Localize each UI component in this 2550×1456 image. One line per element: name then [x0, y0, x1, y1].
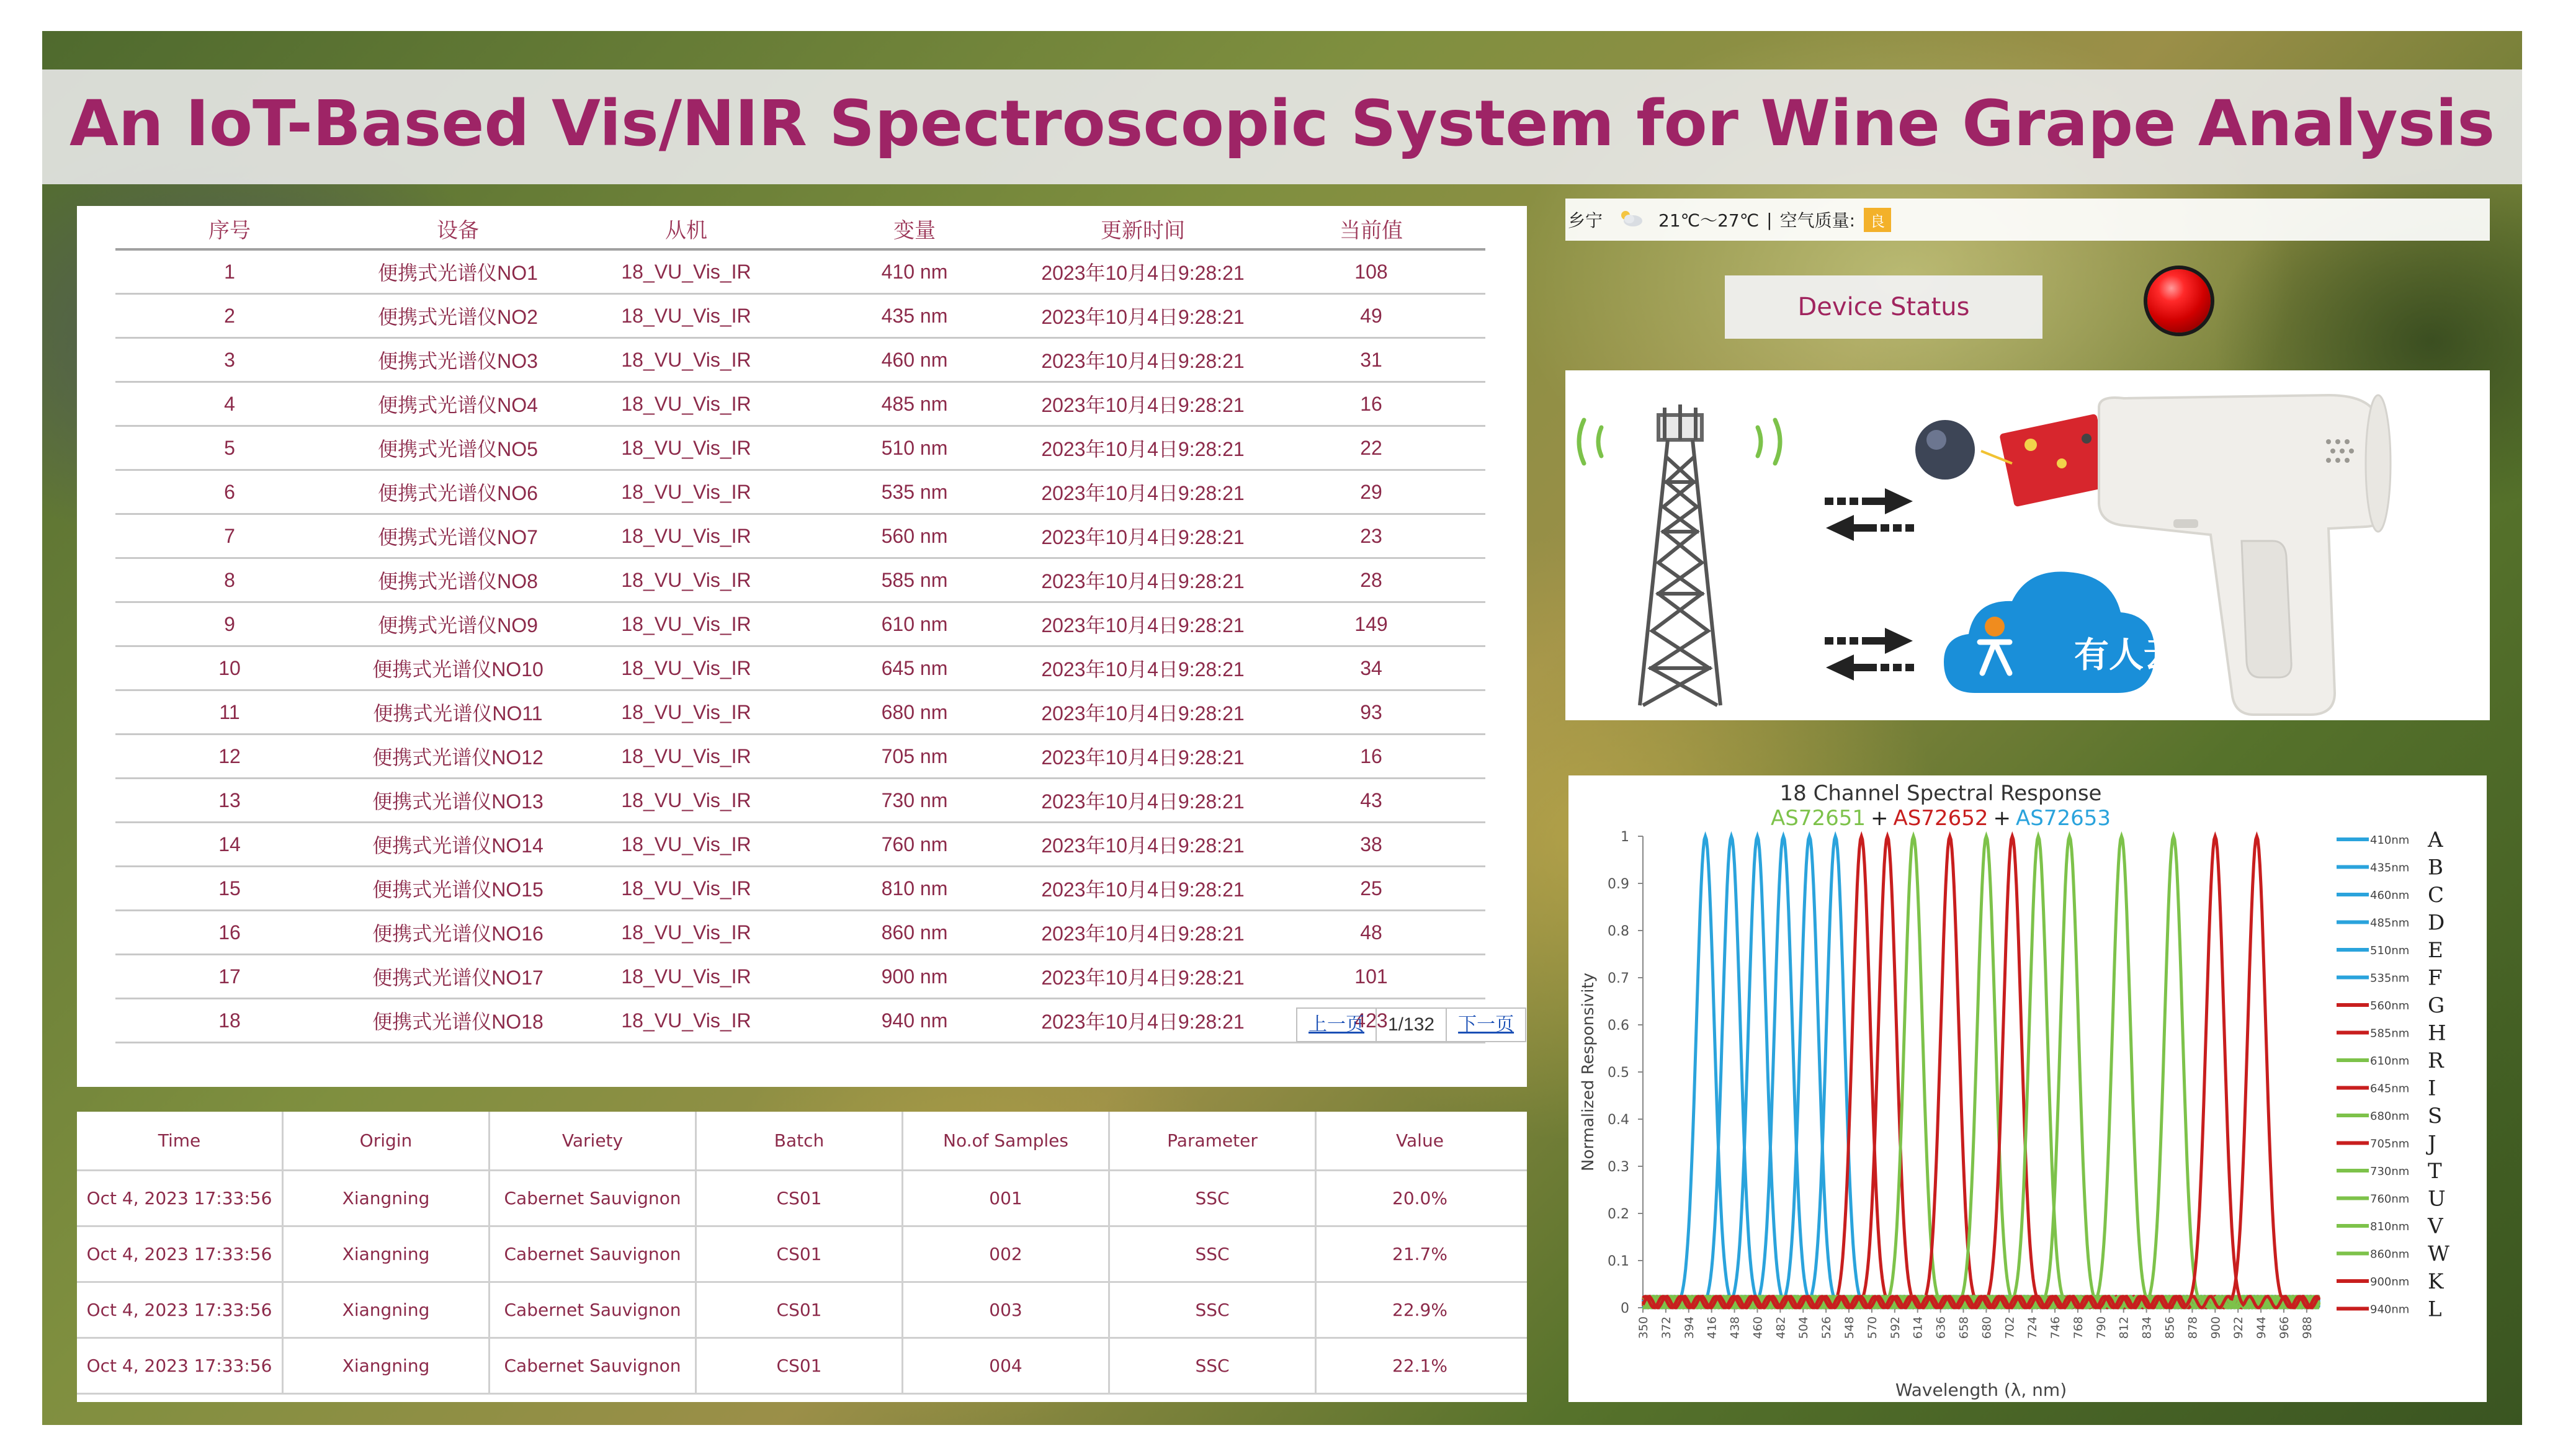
legend-letter: C	[2428, 883, 2445, 908]
device-readings-panel	[77, 206, 1527, 1087]
x-tick-label: 350	[1637, 1316, 1650, 1339]
sample-cell: CS01	[697, 1227, 903, 1281]
cell-value: 29	[1360, 480, 1382, 503]
sample-cell: SSC	[1110, 1339, 1317, 1393]
legend-label: 680nm	[2370, 1110, 2410, 1123]
cell-index: 11	[219, 700, 240, 723]
cell-updated: 2023年10月4日9:28:21	[1041, 702, 1245, 725]
x-tick-label: 988	[2300, 1316, 2314, 1339]
sample-row[interactable]	[77, 1227, 1527, 1283]
cell-value: 149	[1354, 612, 1388, 635]
cell-updated: 2023年10月4日9:28:21	[1041, 394, 1245, 416]
spectral-response-chart	[1568, 775, 2487, 1402]
table-row[interactable]	[115, 295, 1485, 339]
sample-header-cell[interactable]: No.of Samples	[903, 1112, 1110, 1169]
cell-device: 便携式光谱仪NO18	[372, 1011, 544, 1033]
cell-device: 便携式光谱仪NO6	[378, 482, 538, 504]
cell-slave: 18_VU_Vis_IR	[621, 568, 751, 591]
y-tick-label: 0.3	[1608, 1159, 1629, 1175]
cell-value: 38	[1360, 833, 1382, 855]
sample-header-cell[interactable]: Batch	[697, 1112, 903, 1169]
legend-letter: D	[2428, 910, 2445, 936]
cell-device: 便携式光谱仪NO17	[372, 967, 544, 989]
table-row[interactable]	[115, 691, 1485, 735]
sample-cell: Cabernet Sauvignon	[490, 1283, 697, 1337]
sample-cell: SSC	[1110, 1227, 1317, 1281]
cell-updated: 2023年10月4日9:28:21	[1041, 834, 1245, 857]
cell-updated: 2023年10月4日9:28:21	[1041, 658, 1245, 681]
cell-updated: 2023年10月4日9:28:21	[1041, 922, 1245, 945]
sample-cell: 002	[903, 1227, 1110, 1281]
cell-value: 16	[1360, 392, 1382, 415]
cell-variable: 680 nm	[881, 700, 948, 723]
cell-index: 4	[224, 392, 235, 415]
cell-device: 便携式光谱仪NO15	[372, 878, 544, 901]
sample-header-cell[interactable]: Time	[77, 1112, 284, 1169]
legend-letter: I	[2428, 1076, 2436, 1101]
legend-letter: T	[2428, 1159, 2442, 1184]
x-tick-label: 944	[2255, 1316, 2269, 1339]
legend-label: 560nm	[2370, 999, 2410, 1012]
cell-index: 3	[224, 348, 235, 371]
cell-slave: 18_VU_Vis_IR	[621, 348, 751, 371]
cell-slave: 18_VU_Vis_IR	[621, 392, 751, 415]
sample-row[interactable]	[77, 1171, 1527, 1227]
cell-index: 6	[224, 480, 235, 503]
sample-cell: SSC	[1110, 1283, 1317, 1337]
cell-updated: 2023年10月4日9:28:21	[1041, 967, 1245, 989]
x-tick-label: 438	[1728, 1316, 1742, 1339]
cell-value: 25	[1360, 877, 1382, 900]
cell-index: 8	[224, 568, 235, 591]
x-tick-label: 746	[2049, 1316, 2063, 1339]
cell-variable: 810 nm	[881, 877, 948, 900]
legend-letter: J	[2428, 1131, 2436, 1156]
sync-arrows-icon	[1825, 628, 1914, 681]
cell-slave: 18_VU_Vis_IR	[621, 656, 751, 679]
table-row[interactable]	[115, 955, 1485, 999]
x-axis-label: Wavelength (λ, nm)	[1895, 1380, 2067, 1400]
legend-label: 645nm	[2370, 1082, 2410, 1096]
sample-cell: Xiangning	[284, 1227, 490, 1281]
x-tick-label: 878	[2186, 1316, 2200, 1339]
header-col-updated[interactable]: 更新时间	[1101, 218, 1185, 243]
y-tick-label: 0.7	[1608, 971, 1629, 986]
sample-header-cell[interactable]: Value	[1396, 1130, 1444, 1151]
x-tick-label: 394	[1682, 1316, 1696, 1339]
cell-device: 便携式光谱仪NO16	[372, 922, 544, 945]
y-tick-label: 0.2	[1608, 1207, 1629, 1222]
x-tick-label: 680	[1980, 1316, 1994, 1339]
x-tick-label: 702	[2003, 1316, 2017, 1339]
sample-cell: CS01	[697, 1339, 903, 1393]
legend-label: 410nm	[2370, 834, 2410, 847]
cloud-label: 有人云	[2074, 635, 2178, 676]
sample-cell: SSC	[1110, 1171, 1317, 1225]
legend-label: 810nm	[2370, 1220, 2410, 1233]
legend-letter: G	[2428, 993, 2445, 1018]
x-tick-label: 834	[2140, 1316, 2154, 1339]
sample-cell: Cabernet Sauvignon	[490, 1339, 697, 1393]
cell-index: 12	[218, 744, 241, 767]
cell-index: 16	[218, 921, 241, 944]
sample-header-cell[interactable]: Parameter	[1110, 1112, 1317, 1169]
cell-slave: 18_VU_Vis_IR	[621, 833, 751, 855]
sensor-module-icon	[1915, 414, 2112, 507]
table-row[interactable]	[115, 383, 1485, 427]
cell-variable: 485 nm	[881, 392, 948, 415]
x-tick-label: 614	[1911, 1316, 1925, 1339]
x-tick-label: 548	[1843, 1316, 1857, 1339]
sample-cell: Xiangning	[284, 1339, 490, 1393]
x-tick-label: 482	[1774, 1316, 1788, 1339]
legend-letter: V	[2428, 1214, 2443, 1239]
cell-device: 便携式光谱仪NO11	[373, 702, 543, 725]
y-tick-label: 0	[1621, 1301, 1629, 1316]
y-tick-label: 0.6	[1608, 1018, 1629, 1034]
cell-slave: 18_VU_Vis_IR	[621, 524, 751, 547]
sample-cell: CS01	[697, 1283, 903, 1337]
cell-variable: 410 nm	[881, 260, 948, 283]
legend-letter: R	[2428, 1048, 2444, 1073]
status-led-icon	[2147, 269, 2211, 333]
cell-updated: 2023年10月4日9:28:21	[1041, 262, 1245, 284]
cell-value: 16	[1360, 744, 1382, 767]
cell-value: 23	[1360, 524, 1382, 547]
air-quality-label: 空气质量:	[1779, 210, 1856, 231]
series-line-680nm	[1643, 836, 2319, 1308]
legend-label: 485nm	[2370, 916, 2410, 930]
cell-device: 便携式光谱仪NO4	[378, 394, 538, 416]
legend-label: 435nm	[2370, 861, 2410, 875]
cell-variable: 900 nm	[881, 965, 948, 988]
sample-table-header	[77, 1112, 1527, 1171]
cell-slave: 18_VU_Vis_IR	[621, 304, 751, 327]
signal-right-icon	[1758, 420, 1780, 463]
sample-header-cell[interactable]: Origin	[284, 1112, 490, 1169]
sample-cell: Oct 4, 2023 17:33:56	[77, 1171, 284, 1225]
legend-letter: K	[2428, 1269, 2444, 1294]
device-readings-table	[115, 208, 1485, 1043]
cell-value: 49	[1360, 304, 1382, 327]
legend-letter: W	[2428, 1241, 2449, 1267]
sync-arrows-icon	[1825, 488, 1914, 541]
x-tick-label: 724	[2026, 1316, 2040, 1339]
cell-slave: 18_VU_Vis_IR	[621, 480, 751, 503]
cell-device: 便携式光谱仪NO5	[378, 438, 538, 460]
table-row[interactable]	[115, 735, 1485, 779]
cell-variable: 585 nm	[881, 568, 948, 591]
table-row[interactable]	[115, 515, 1485, 559]
x-tick-label: 966	[2277, 1316, 2291, 1339]
sample-cell: 001	[903, 1171, 1110, 1225]
cell-updated: 2023年10月4日9:28:21	[1041, 350, 1245, 372]
cell-index: 9	[224, 612, 235, 635]
legend-label: 585nm	[2370, 1027, 2410, 1040]
cell-slave: 18_VU_Vis_IR	[621, 877, 751, 900]
y-tick-label: 0.8	[1608, 924, 1629, 939]
cell-index: 1	[224, 260, 235, 283]
table-header	[115, 208, 1485, 251]
cell-device: 便携式光谱仪NO3	[378, 350, 538, 372]
cell-slave: 18_VU_Vis_IR	[621, 744, 751, 767]
cell-variable: 760 nm	[881, 833, 948, 855]
sample-cell: 22.1%	[1392, 1356, 1447, 1376]
x-tick-label: 526	[1820, 1316, 1834, 1339]
legend-letter: L	[2428, 1297, 2442, 1322]
weather-location: 乡宁	[1568, 210, 1603, 231]
x-tick-label: 790	[2094, 1316, 2108, 1339]
table-row[interactable]	[115, 603, 1485, 647]
table-row[interactable]	[115, 999, 1485, 1043]
cell-value: 48	[1360, 921, 1382, 944]
y-tick-label: 0.5	[1608, 1065, 1629, 1081]
cell-value: 34	[1360, 656, 1382, 679]
cell-updated: 2023年10月4日9:28:21	[1041, 790, 1245, 813]
table-row[interactable]	[115, 823, 1485, 867]
x-tick-label: 658	[1957, 1316, 1971, 1339]
y-tick-label: 0.4	[1608, 1112, 1629, 1128]
page-title: An IoT-Based Vis/NIR Spectroscopic System for Wine Grape Analysis	[69, 87, 2495, 161]
cell-index: 15	[218, 877, 241, 900]
weather-separator: |	[1766, 209, 1773, 230]
chart-subtitle: AS72651 + AS72652 + AS72653	[1771, 806, 2111, 831]
cell-index: 18	[218, 1009, 241, 1032]
cell-slave: 18_VU_Vis_IR	[621, 436, 751, 459]
cell-device: 便携式光谱仪NO9	[378, 614, 538, 636]
x-tick-label: 922	[2232, 1316, 2246, 1339]
table-row[interactable]	[115, 251, 1485, 295]
x-tick-label: 416	[1705, 1316, 1719, 1339]
y-tick-label: 1	[1621, 829, 1629, 845]
x-tick-label: 460	[1751, 1316, 1765, 1339]
sample-cell: Xiangning	[284, 1283, 490, 1337]
x-tick-label: 812	[2117, 1316, 2131, 1339]
cell-value: 22	[1360, 436, 1382, 459]
legend-letter: F	[2428, 965, 2443, 991]
table-row[interactable]	[115, 427, 1485, 471]
chart-title: 18 Channel Spectral Response	[1779, 781, 2102, 806]
sample-cell: 20.0%	[1392, 1188, 1447, 1208]
cell-slave: 18_VU_Vis_IR	[621, 965, 751, 988]
sample-cell: 004	[903, 1339, 1110, 1393]
header-col-slave[interactable]: 从机	[665, 218, 707, 243]
cell-device: 便携式光谱仪NO13	[372, 790, 544, 813]
x-tick-label: 768	[2071, 1316, 2085, 1339]
sample-header-cell[interactable]: Variety	[490, 1112, 697, 1169]
cell-slave: 18_VU_Vis_IR	[621, 612, 751, 635]
legend-label: 760nm	[2370, 1192, 2410, 1206]
cloud-sun-icon	[1616, 207, 1645, 233]
cell-device: 便携式光谱仪NO7	[378, 526, 538, 548]
sample-cell: Oct 4, 2023 17:33:56	[77, 1283, 284, 1337]
weather-bar	[1565, 199, 2490, 241]
chart-svg	[1568, 775, 2487, 1402]
cell-variable: 730 nm	[881, 788, 948, 811]
y-axis-label: Normalized Responsivity	[1579, 973, 1598, 1171]
cell-index: 7	[224, 524, 235, 547]
cell-device: 便携式光谱仪NO8	[378, 570, 538, 592]
cell-value: 108	[1354, 260, 1388, 283]
table-row[interactable]	[115, 867, 1485, 911]
cell-variable: 705 nm	[881, 744, 948, 767]
cell-index: 5	[224, 436, 235, 459]
table-row[interactable]	[115, 339, 1485, 383]
cell-value: 31	[1360, 348, 1382, 371]
sample-cell: 22.9%	[1392, 1300, 1447, 1320]
y-tick-label: 0.9	[1608, 877, 1629, 892]
sample-cell: CS01	[697, 1171, 903, 1225]
cell-value: 28	[1360, 568, 1382, 591]
page-indicator: 1/132	[1377, 1009, 1447, 1041]
system-diagram	[1565, 370, 2490, 720]
cell-tower-icon	[1640, 404, 1720, 705]
legend-label: 610nm	[2370, 1055, 2410, 1068]
sample-row[interactable]	[77, 1339, 1527, 1395]
legend-label: 900nm	[2370, 1275, 2410, 1289]
x-tick-label: 504	[1797, 1316, 1811, 1339]
cell-updated: 2023年10月4日9:28:21	[1041, 1011, 1245, 1033]
weather-temp: 21℃～27℃	[1658, 210, 1760, 231]
table-row[interactable]	[115, 779, 1485, 823]
cell-device: 便携式光谱仪NO2	[378, 306, 538, 328]
legend-label: 510nm	[2370, 944, 2410, 957]
header-col-variable[interactable]: 变量	[893, 218, 936, 243]
cell-slave: 18_VU_Vis_IR	[621, 700, 751, 723]
cell-updated: 2023年10月4日9:28:21	[1041, 482, 1245, 504]
legend-letter: A	[2428, 828, 2443, 852]
cell-slave: 18_VU_Vis_IR	[621, 260, 751, 283]
cell-variable: 435 nm	[881, 304, 948, 327]
legend-letter: H	[2428, 1021, 2446, 1046]
legend-label: 705nm	[2370, 1137, 2410, 1151]
table-row[interactable]	[115, 559, 1485, 603]
next-page-link[interactable]: 下一页	[1458, 1014, 1514, 1035]
cell-device: 便携式光谱仪NO14	[372, 834, 544, 857]
cell-device: 便携式光谱仪NO12	[372, 746, 544, 769]
sample-cell: 003	[903, 1283, 1110, 1337]
cell-slave: 18_VU_Vis_IR	[621, 788, 751, 811]
x-tick-label: 900	[2209, 1316, 2223, 1339]
cell-variable: 510 nm	[881, 436, 948, 459]
legend-letter: U	[2428, 1186, 2446, 1212]
x-tick-label: 570	[1865, 1316, 1879, 1339]
sample-cell: Xiangning	[284, 1171, 490, 1225]
cell-device: 便携式光谱仪NO1	[378, 262, 538, 284]
cell-variable: 460 nm	[881, 348, 948, 371]
cell-updated: 2023年10月4日9:28:21	[1041, 438, 1245, 460]
sample-results-table	[77, 1112, 1527, 1402]
background-photo	[42, 31, 2522, 1425]
cell-updated: 2023年10月4日9:28:21	[1041, 878, 1245, 901]
x-tick-label: 372	[1659, 1316, 1673, 1339]
table-row[interactable]	[115, 911, 1485, 955]
cell-value: 101	[1354, 965, 1388, 988]
x-tick-label: 636	[1934, 1316, 1948, 1339]
legend-label: 940nm	[2370, 1303, 2410, 1316]
device-status-label[interactable]: Device Status	[1725, 275, 2042, 339]
cell-updated: 2023年10月4日9:28:21	[1041, 526, 1245, 548]
cell-variable: 645 nm	[881, 656, 948, 679]
legend-letter: S	[2428, 1104, 2443, 1128]
cell-value: 93	[1360, 700, 1382, 723]
cell-index: 2	[224, 304, 235, 327]
x-tick-label: 592	[1888, 1316, 1902, 1339]
sample-row[interactable]	[77, 1283, 1527, 1339]
sample-cell: Cabernet Sauvignon	[490, 1227, 697, 1281]
table-row[interactable]	[115, 647, 1485, 691]
header-col-device[interactable]: 设备	[437, 218, 479, 243]
cell-slave: 18_VU_Vis_IR	[621, 921, 751, 944]
cell-device: 便携式光谱仪NO10	[372, 658, 544, 681]
cell-slave: 18_VU_Vis_IR	[621, 1009, 751, 1032]
legend-label: 460nm	[2370, 889, 2410, 902]
cell-value: 43	[1360, 788, 1382, 811]
air-quality-badge: 良	[1864, 208, 1891, 232]
cell-index: 13	[218, 788, 241, 811]
sample-cell: 21.7%	[1392, 1244, 1447, 1264]
legend-letter: E	[2428, 938, 2443, 963]
cell-updated: 2023年10月4日9:28:21	[1041, 570, 1245, 592]
cell-index: 10	[218, 656, 241, 679]
cell-value: 423	[1354, 1009, 1388, 1032]
sample-cell: Oct 4, 2023 17:33:56	[77, 1339, 284, 1393]
legend-label: 535nm	[2370, 971, 2410, 985]
signal-left-icon	[1579, 420, 1601, 463]
cell-variable: 940 nm	[881, 1009, 948, 1032]
y-tick-label: 0.1	[1608, 1254, 1629, 1269]
sample-cell: Cabernet Sauvignon	[490, 1171, 697, 1225]
table-row[interactable]	[115, 471, 1485, 515]
cell-variable: 860 nm	[881, 921, 948, 944]
cell-variable: 610 nm	[881, 612, 948, 635]
prev-page-link[interactable]: 上一页	[1297, 1009, 1377, 1041]
cell-index: 17	[218, 965, 241, 988]
cell-updated: 2023年10月4日9:28:21	[1041, 746, 1245, 769]
sample-cell: Oct 4, 2023 17:33:56	[77, 1227, 284, 1281]
cell-variable: 535 nm	[881, 480, 948, 503]
legend-letter: B	[2428, 855, 2443, 880]
header-col-value[interactable]: 当前值	[1340, 218, 1403, 243]
cell-updated: 2023年10月4日9:28:21	[1041, 306, 1245, 328]
cell-updated: 2023年10月4日9:28:21	[1041, 614, 1245, 636]
cell-variable: 560 nm	[881, 524, 948, 547]
cell-index: 14	[218, 833, 241, 855]
x-tick-label: 856	[2163, 1316, 2177, 1339]
legend-label: 860nm	[2370, 1248, 2410, 1261]
legend-label: 730nm	[2370, 1165, 2410, 1178]
header-col-index[interactable]: 序号	[208, 218, 251, 243]
pagination	[1296, 1007, 1526, 1042]
